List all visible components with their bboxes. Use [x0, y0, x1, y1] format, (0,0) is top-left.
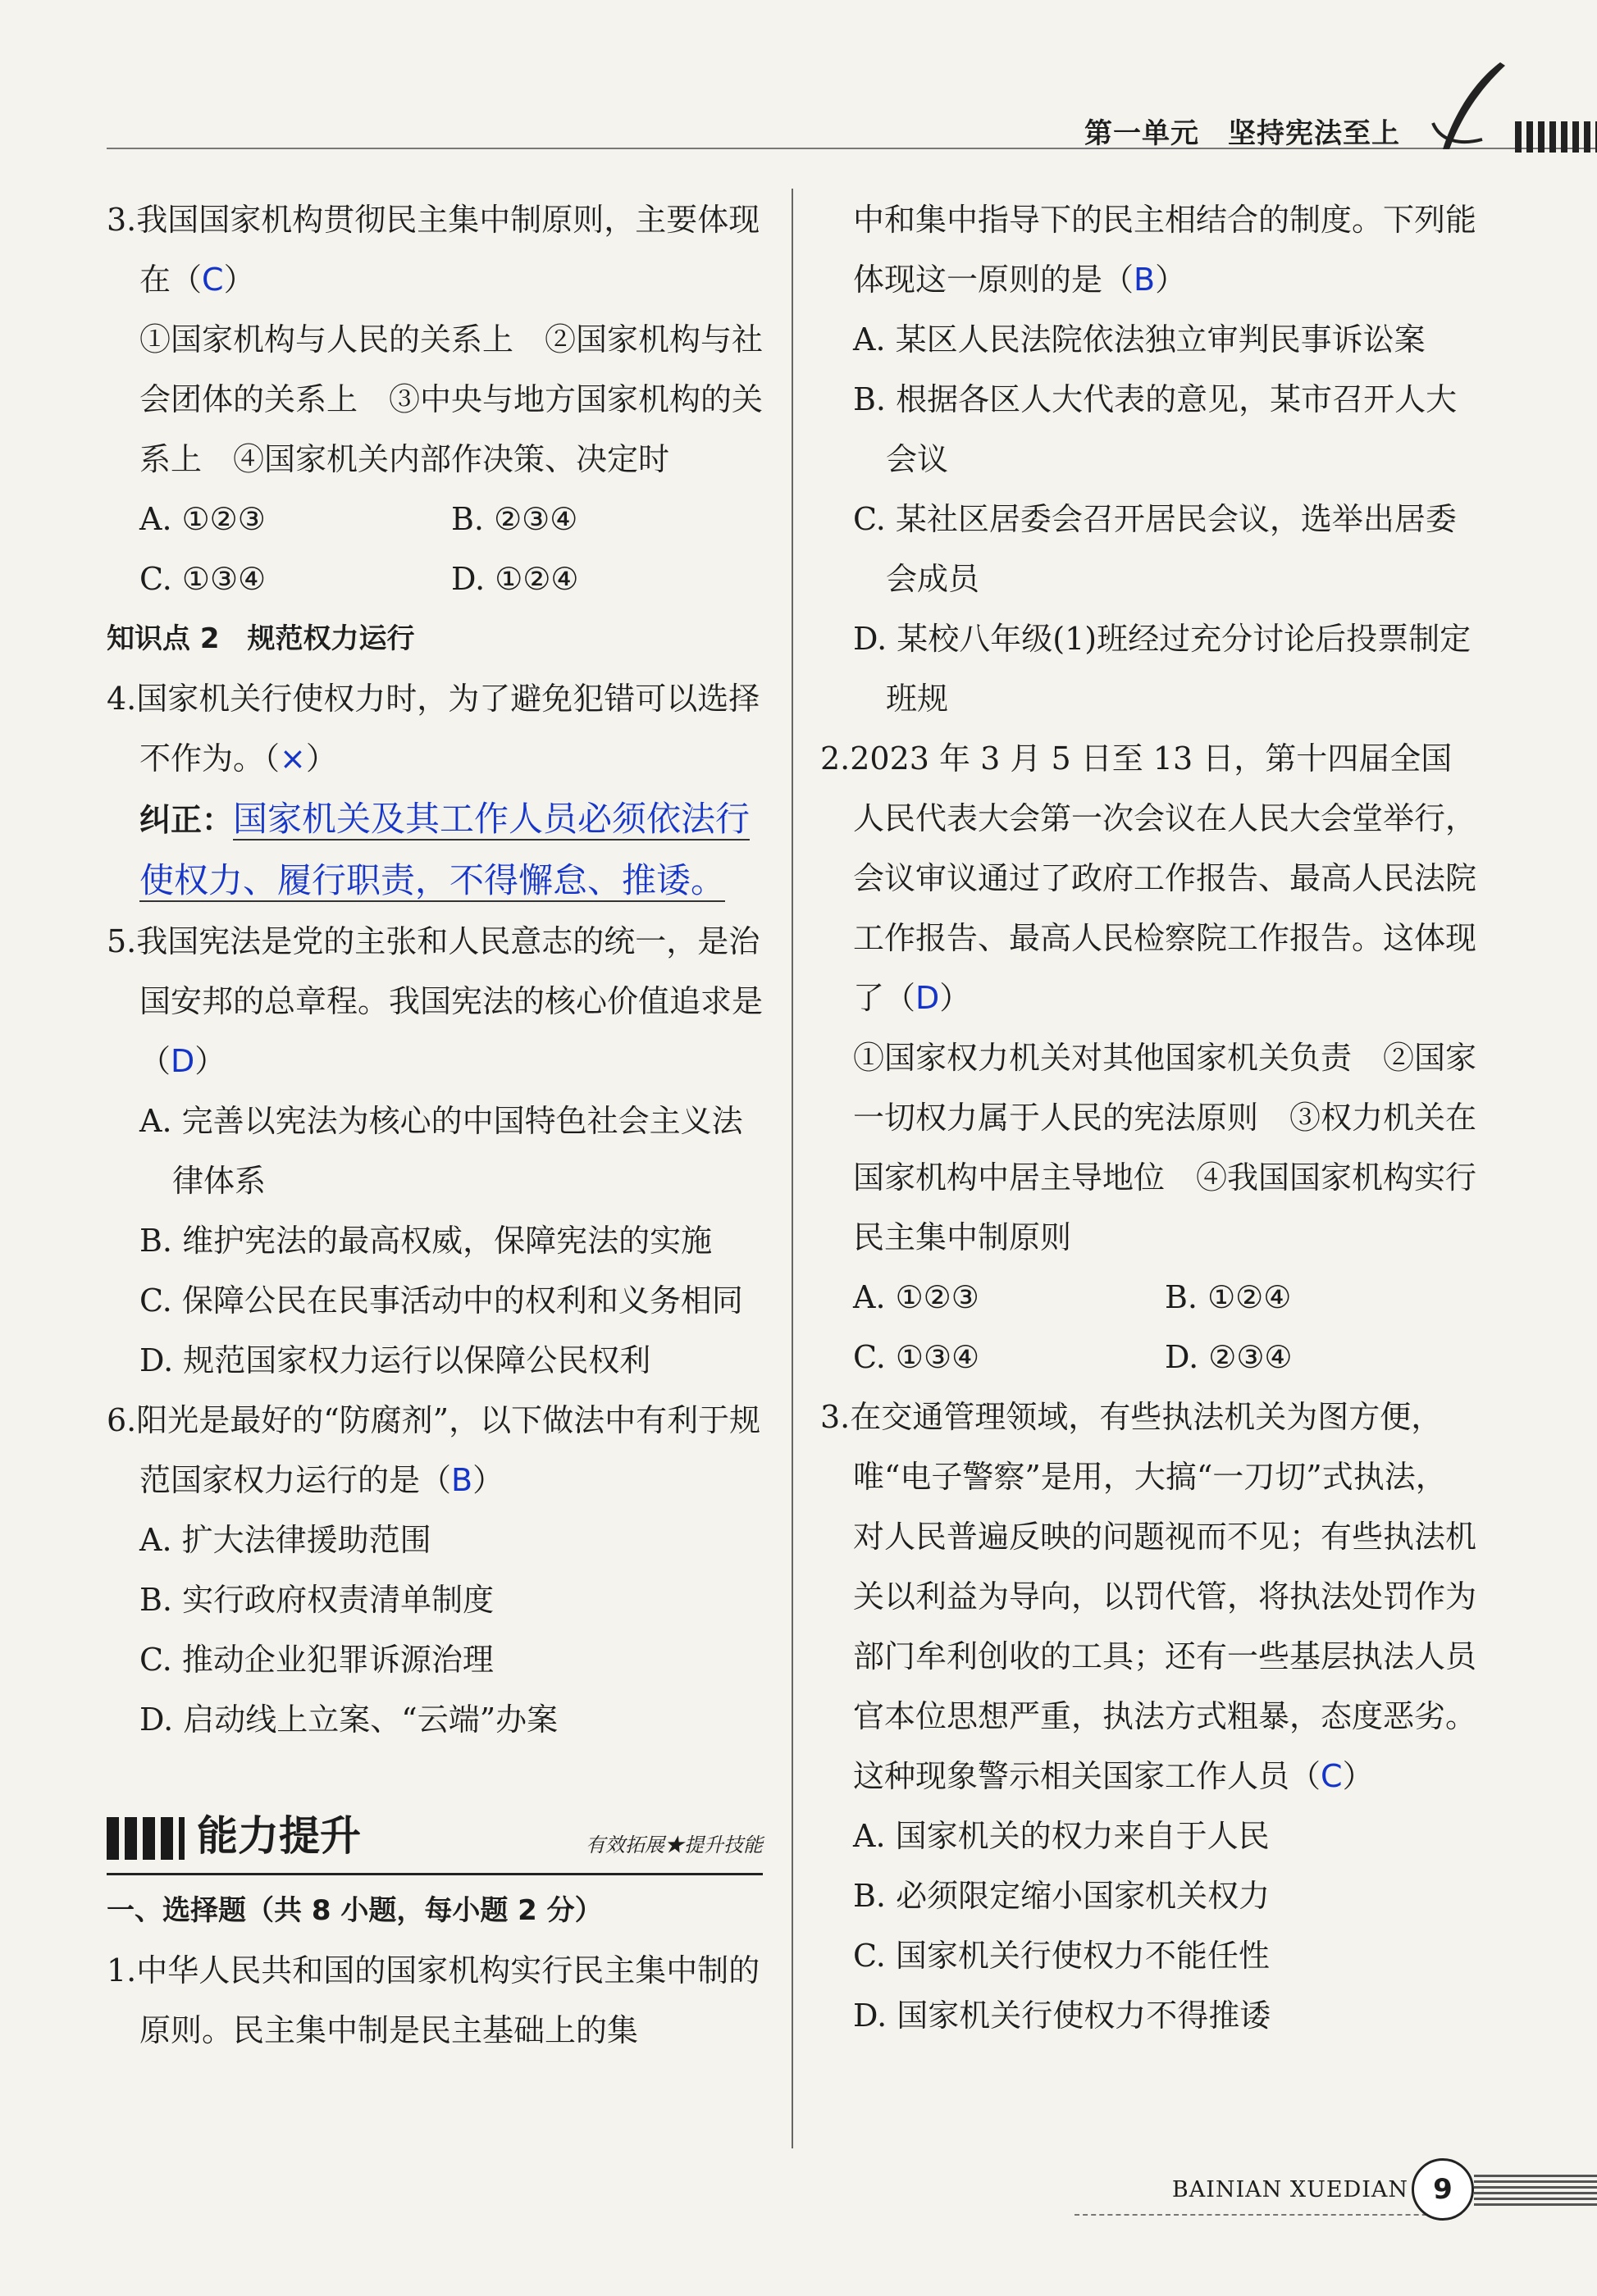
- footer-dash: [1075, 2214, 1452, 2216]
- option-a: A. 扩大法律援助范围: [139, 1522, 431, 1558]
- left-column: [107, 190, 763, 2061]
- option-c: C. 国家机关行使权力不能任性: [853, 1938, 1270, 1974]
- option-d: D. ②③④: [1165, 1339, 1293, 1375]
- option-d: D. ①②④: [451, 561, 579, 597]
- question-5: 5.我国宪法是党的主张和人民意志的统一，是治国安邦的总章程。我国宪法的核心价值追求是（D）: [107, 923, 764, 1079]
- r-question-2-options: [820, 1268, 1476, 1328]
- option-a: A. ①②③: [853, 1279, 979, 1315]
- question-4-correction: 纠正：国家机关及其工作人员必须依法行使权力、履行职责，不得懈怠、推诿。: [139, 799, 751, 900]
- right-column: [820, 190, 1476, 2046]
- option-b: B. ①②④: [1165, 1279, 1292, 1315]
- option-d: D. 规范国家权力运行以保障公民权利: [139, 1342, 651, 1378]
- question-4: 4.国家机关行使权力时，为了避免犯错可以选择不作为。（×）: [107, 681, 760, 777]
- option-d: D. 启动线上立案、“云端”办案: [139, 1702, 559, 1738]
- option-a: A. 国家机关的权力来自于人民: [853, 1818, 1270, 1854]
- option-c: C. 某社区居委会召开居民会议，选举出居委会成员: [853, 501, 1457, 597]
- answer-mark: C: [1321, 1758, 1343, 1794]
- section-heading: 一、选择题（共 8 小题，每小题 2 分）: [107, 1894, 603, 1927]
- option-b: B. 维护宪法的最高权威，保障宪法的实施: [139, 1223, 713, 1259]
- option-d: D. 某校八年级(1)班经过充分讨论后投票制定班规: [853, 621, 1472, 717]
- banner-rule: [107, 1873, 763, 1875]
- option-c: C. 保障公民在民事活动中的权利和义务相同: [139, 1282, 743, 1319]
- ability-banner: [107, 1799, 763, 1881]
- r-question-1-cont: 中和集中指导下的民主相结合的制度。下列能体现这一原则的是（B）: [853, 202, 1477, 298]
- answer-mark: B: [1134, 262, 1156, 298]
- column-divider: [792, 189, 793, 2148]
- answer-mark: C: [202, 262, 224, 298]
- option-c: C. ①③④: [853, 1339, 980, 1375]
- r-question-1: 1.中华人民共和国的国家机构实行民主集中制的原则。民主集中制是民主基础上的集: [107, 1952, 760, 2048]
- handwritten-correction: 国家机关及其工作人员必须依法行使权力、履行职责，不得懈怠、推诿。: [139, 799, 751, 900]
- knowledge-point-2: 知识点 2 规范权力运行: [107, 622, 415, 655]
- answer-mark: D: [171, 1043, 195, 1079]
- r-question-2-statements: ①国家权力机关对其他国家机关负责 ②国家一切权力属于人民的宪法原则 ③权力机关在国家机构中居主导地位 ④我国国家机构实行民主集中制原则: [853, 1040, 1477, 1255]
- option-a: A. 某区人民法院依法独立审判民事诉讼案: [853, 321, 1426, 358]
- question-3-options-row2: [107, 549, 763, 609]
- r-question-3: 3.在交通管理领域，有些执法机关为图方便，唯“电子警察”是用，大搞“一刀切”式执法，对人民普遍反映的问题视而不见；有些执法机关以利益为导向，以罚代管，将执法处罚作为部门牟利创收的工具；还有一些基层执法人员官本位思想严重，执法方式粗暴，态度恶劣。这种现象警示相关国家工作人员（C）: [820, 1399, 1477, 1794]
- option-c: C. 推动企业犯罪诉源治理: [139, 1642, 494, 1678]
- option-b: B. ②③④: [451, 501, 578, 537]
- question-3: 3.我国国家机构贯彻民主集中制原则，主要体现在（C）: [107, 202, 760, 298]
- question-3-options: [107, 490, 763, 549]
- r-question-2-options-row2: [820, 1328, 1476, 1387]
- header-stripes: [1515, 121, 1597, 153]
- banner-tag: 有效拓展★提升技能: [586, 1834, 763, 1856]
- answer-mark: B: [451, 1462, 473, 1498]
- option-d: D. 国家机关行使权力不得推诿: [853, 1998, 1271, 2034]
- question-6: 6.阳光是最好的“防腐剂”，以下做法中有利于规范国家权力运行的是（B）: [107, 1402, 761, 1498]
- footer-brand: BAINIAN XUEDIAN: [1171, 2177, 1408, 2203]
- answer-mark: ×: [280, 740, 306, 777]
- unit-title: 第一单元 坚持宪法至上: [1084, 117, 1400, 150]
- r-question-2: 2.2023 年 3 月 5 日至 13 日，第十四届全国人民代表大会第一次会议在人民大会堂举行，会议审议通过了政府工作报告、最高人民法院工作报告、最高人民检察院工作报告。这体现了（D）: [820, 740, 1477, 1016]
- answer-mark: D: [915, 980, 940, 1016]
- option-a: A. ①②③: [139, 501, 266, 537]
- page-number: 9: [1412, 2158, 1474, 2221]
- option-a: A. 完善以宪法为核心的中国特色社会主义法律体系: [139, 1103, 743, 1199]
- option-b: B. 实行政府权责清单制度: [139, 1582, 495, 1618]
- option-b: B. 根据各区人大代表的意见，某市召开人大会议: [853, 381, 1458, 477]
- question-3-statements: ①国家机构与人民的关系上 ②国家机构与社会团体的关系上 ③中央与地方国家机构的关系上 ④国家机关内部作决策、决定时: [139, 321, 764, 477]
- footer-stripes: [1474, 2173, 1597, 2206]
- option-b: B. 必须限定缩小国家机关权力: [853, 1878, 1271, 1914]
- quill-icon: [1425, 57, 1515, 156]
- banner-title: 能力提升: [197, 1812, 361, 1860]
- option-c: C. ①③④: [139, 561, 267, 597]
- banner-blocks-icon: [107, 1817, 185, 1860]
